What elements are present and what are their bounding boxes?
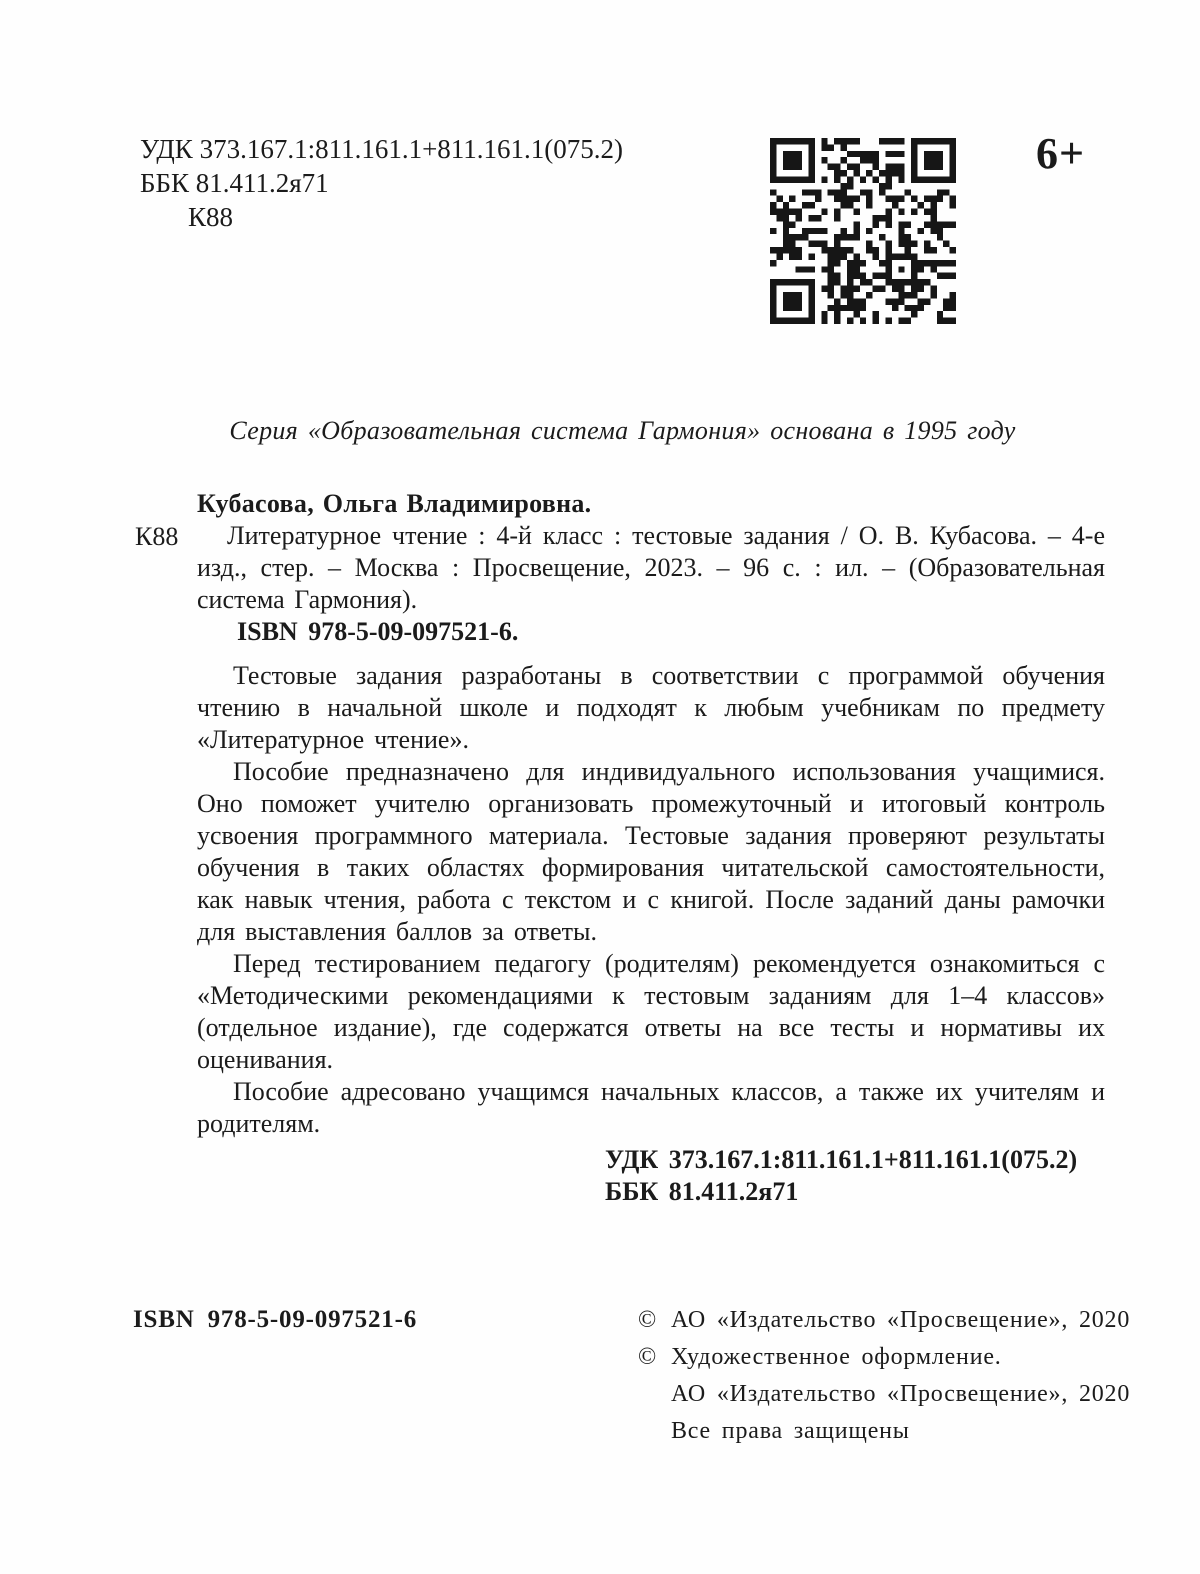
hanging-catalog-code: К88	[135, 522, 179, 551]
top-bbk-line: ББК 81.411.2я71	[140, 168, 329, 198]
catalog-card	[135, 488, 1105, 648]
footer-isbn: ISBN 978-5-09-097521-6	[133, 1306, 418, 1333]
main-text-column	[135, 488, 1105, 1208]
age-rating-badge: 6+	[1036, 129, 1086, 178]
annotation-block	[197, 660, 1105, 1140]
top-codes-block	[140, 132, 623, 234]
top-udk-line: УДК 373.167.1:811.161.1+811.161.1(075.2)	[140, 134, 624, 164]
bibliographic-record: Литературное чтение : 4-й класс : тестовые задания / О. В. Кубасова. – 4-е изд., стер. – Москва : Просвещение, 2023. – 96 с. : ил. – (Образовательная система Гармония).	[197, 521, 1105, 614]
annotation-paragraph: Пособие адресовано учащимся начальных классов, а также их учителям и родителям.	[197, 1077, 1105, 1138]
copyright-text: Все права защищены	[671, 1418, 910, 1444]
top-catalog-code: К88	[188, 202, 234, 232]
author-line: Кубасова, Ольга Владимировна.	[197, 489, 592, 518]
copyright-mark	[638, 1376, 671, 1413]
copyright-row	[638, 1376, 1130, 1413]
annotation-paragraph: Тестовые задания разработаны в соответствии с программой обучения чтению в начальной школе и подходят к любым учебникам по предмету «Литературное чтение».	[197, 661, 1105, 754]
annotation-paragraph: Пособие предназначено для индивидуального использования учащимися. Оно поможет учителю организовать промежуточный и итоговый контроль усвоения программного материала. Тестовые задания проверяют результаты обучения в таких областях формирования читательской самостоятельности, как навык чтения, работа с текстом и с книгой. После заданий даны рамочки для выставления баллов за ответы.	[197, 757, 1105, 946]
copyright-text: АО «Издательство «Просвещение», 2020	[671, 1307, 1131, 1333]
copyright-mark: ©	[638, 1344, 658, 1370]
copyright-row	[638, 1413, 1130, 1450]
copyright-row	[638, 1339, 1130, 1376]
bottom-bbk-line: ББК 81.411.2я71	[605, 1177, 799, 1206]
copyright-mark: ©	[638, 1307, 658, 1333]
series-note: Серия «Образовательная система Гармония» основана в 1995 году	[229, 416, 1016, 445]
qr-code	[770, 138, 956, 324]
bottom-codes-block	[605, 1144, 1105, 1208]
copyright-text: Художественное оформление.	[671, 1344, 1002, 1370]
copyright-text: АО «Издательство «Просвещение», 2020	[671, 1381, 1131, 1407]
copyright-block	[638, 1302, 1130, 1450]
annotation-paragraph: Перед тестированием педагогу (родителям) рекомендуется ознакомиться с «Методическими рекомендациями к тестовым заданиям для 1–4 классов» (отдельное издание), где содержатся ответы на все тесты и нормативы их оценивания.	[197, 949, 1105, 1074]
bottom-udk-line: УДК 373.167.1:811.161.1+811.161.1(075.2)	[605, 1145, 1078, 1174]
catalog-isbn-line: ISBN 978-5-09-097521-6.	[237, 617, 519, 646]
copyright-mark	[638, 1413, 671, 1450]
copyright-row	[638, 1302, 1130, 1339]
